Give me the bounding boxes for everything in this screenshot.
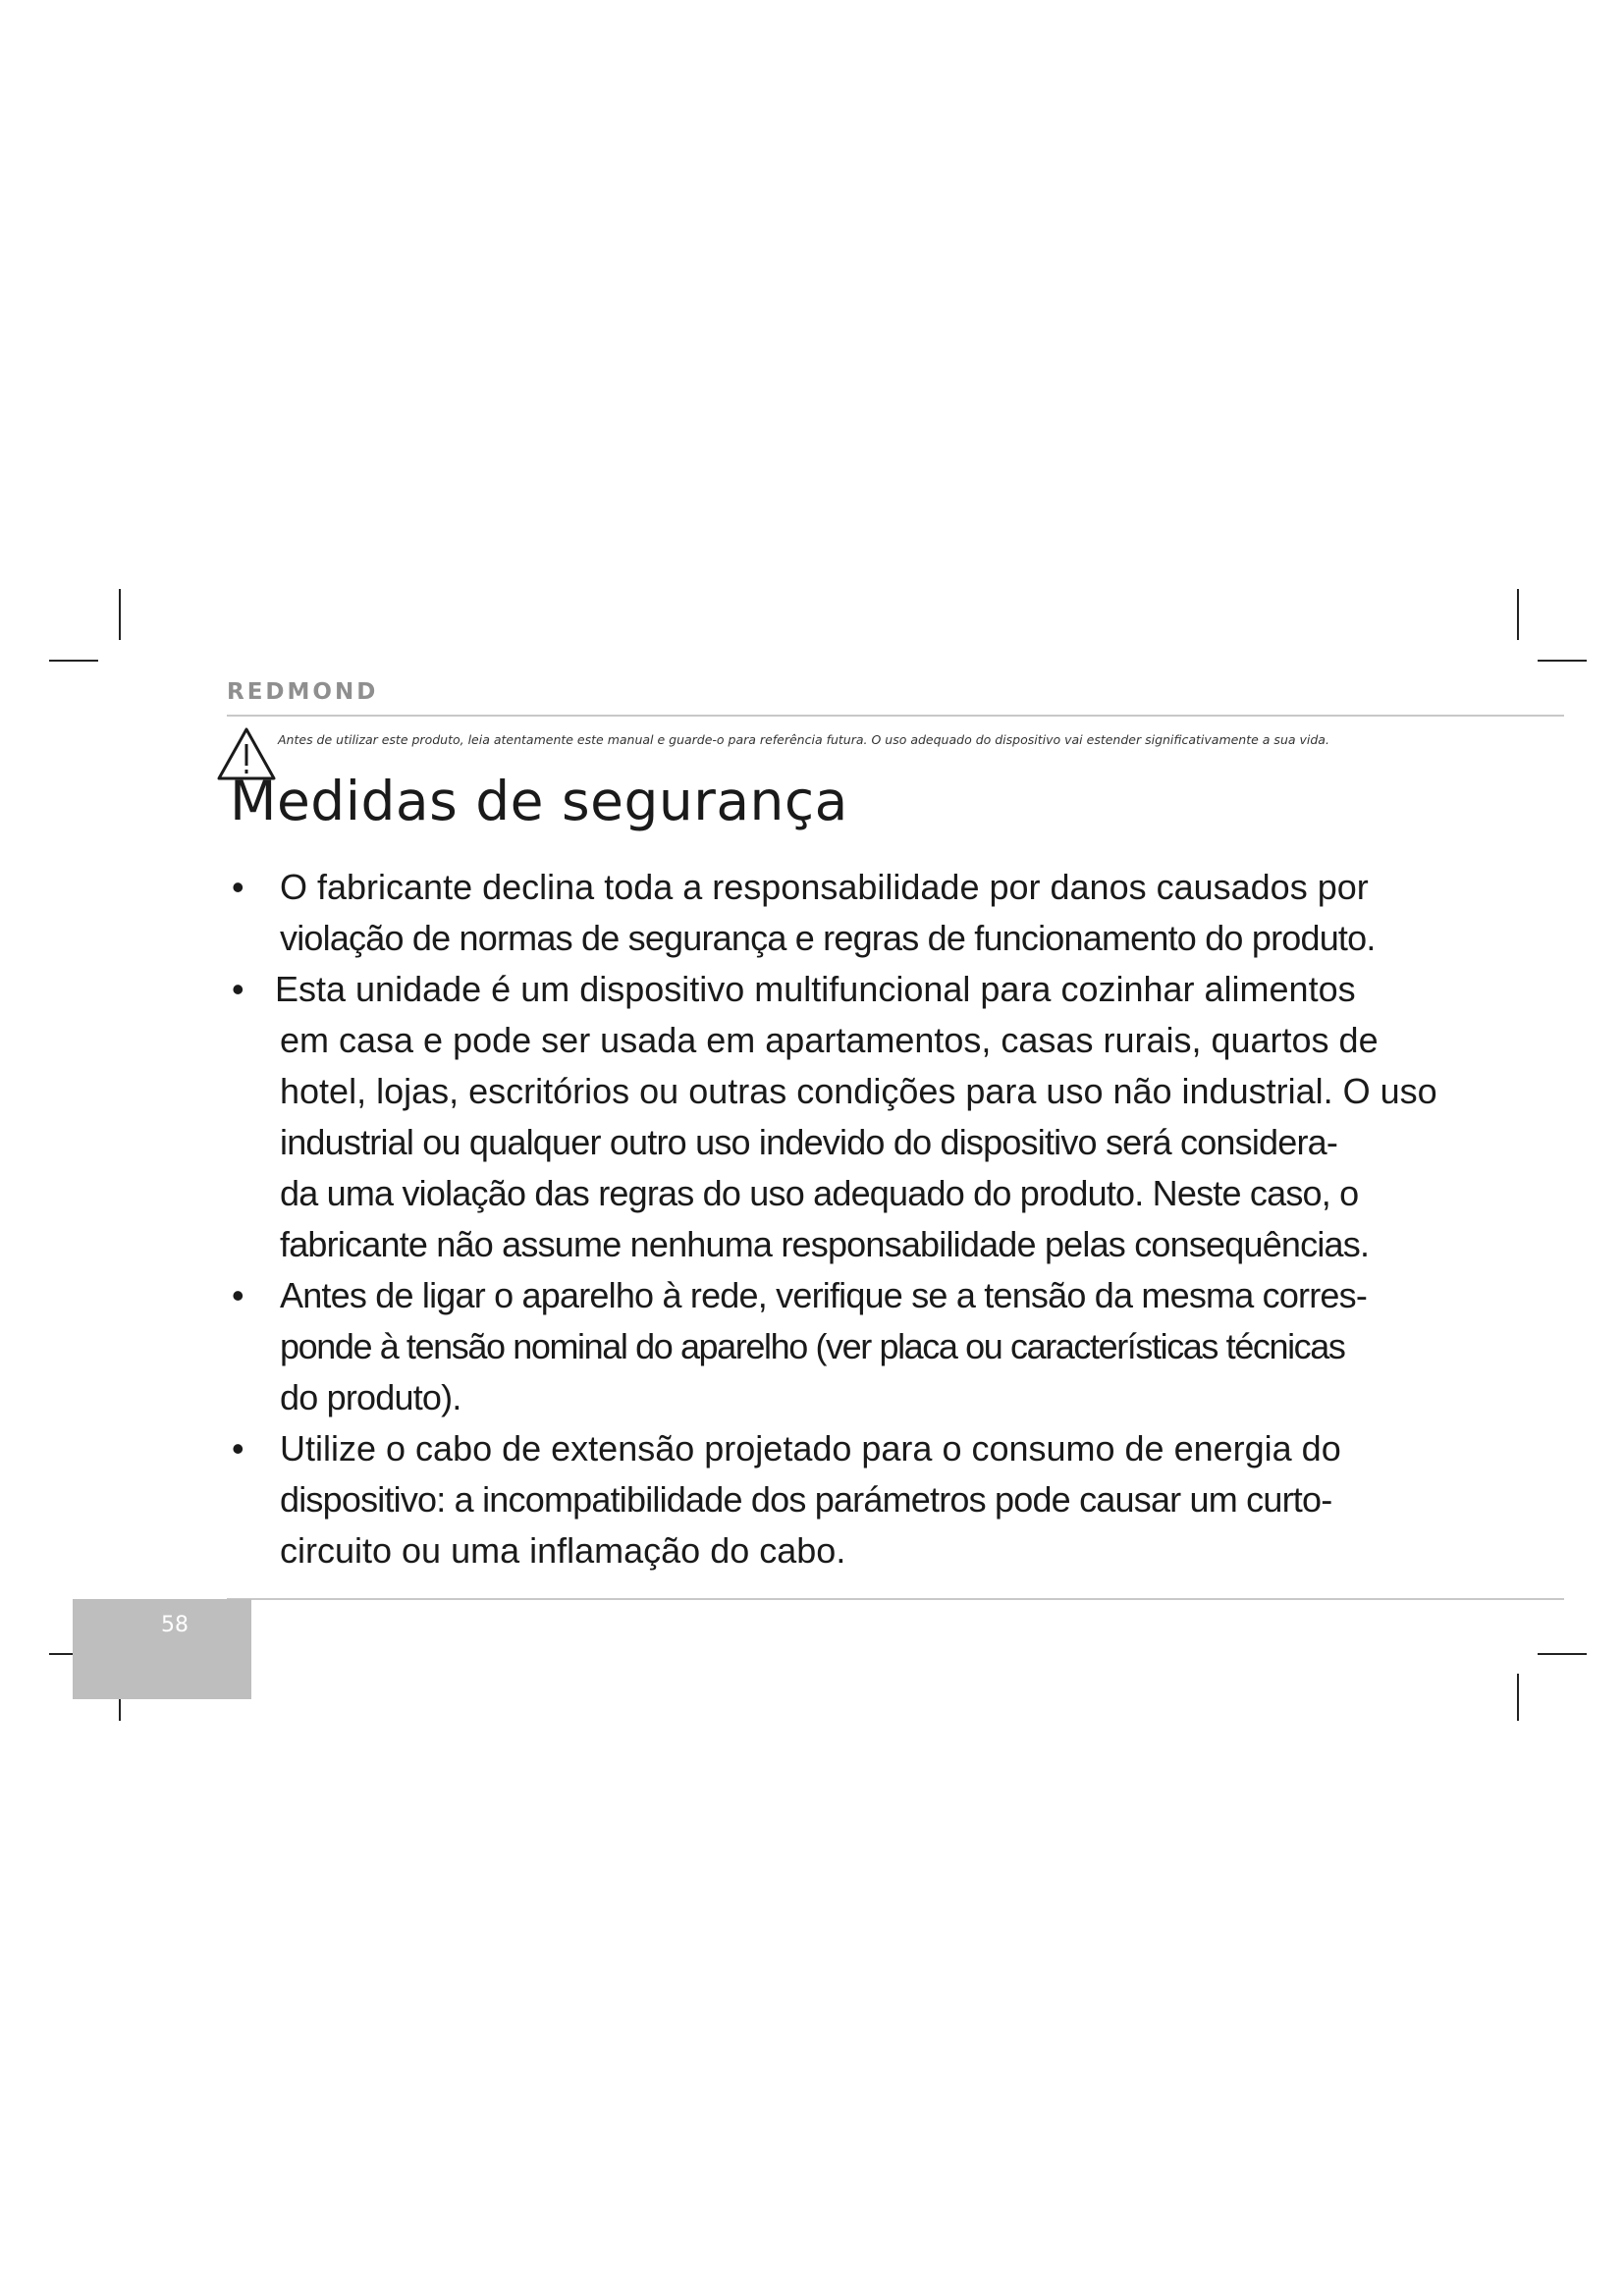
bullet-icon: • bbox=[232, 1428, 244, 1468]
page-number: 58 bbox=[161, 1613, 189, 1637]
usage-notice: Antes de utilizar este produto, leia atentamente este manual e guarde-o para referência futura. O uso adequado do dispositivo vai estender significativamente a sua vida. bbox=[278, 732, 1329, 747]
bullet-line: industrial ou qualquer outro uso indevido do dispositivo será considera- bbox=[280, 1122, 1338, 1162]
bullet-icon: • bbox=[232, 867, 244, 907]
bullet-line: Esta unidade é um dispositivo multifuncional para cozinhar alimentos bbox=[275, 969, 1356, 1009]
bullet-icon: • bbox=[232, 969, 244, 1009]
bullet-line: Utilize o cabo de extensão projetado para o consumo de energia do bbox=[280, 1428, 1341, 1468]
bullet-line: fabricante não assume nenhuma responsabilidade pelas consequências. bbox=[280, 1224, 1370, 1264]
crop-mark-top-right-vertical bbox=[1517, 589, 1519, 640]
list-item bbox=[229, 1423, 1495, 1576]
bullet-line: violação de normas de segurança e regras de funcionamento do produto. bbox=[280, 918, 1376, 958]
header-divider bbox=[227, 715, 1564, 717]
crop-mark-top-left-horizontal bbox=[49, 660, 98, 662]
bullet-line: hotel, lojas, escritórios ou outras condições para uso não industrial. O uso bbox=[280, 1071, 1437, 1111]
bullet-line: dispositivo: a incompatibilidade dos parámetros pode causar um curto- bbox=[280, 1479, 1332, 1520]
list-item bbox=[229, 964, 1495, 1270]
bullet-line: Antes de ligar o aparelho à rede, verifique se a tensão da mesma corres- bbox=[280, 1275, 1368, 1315]
safety-bullet-list bbox=[229, 862, 1495, 1576]
crop-mark-bottom-right-horizontal bbox=[1538, 1653, 1587, 1655]
bullet-line: O fabricante declina toda a responsabilidade por danos causados por bbox=[280, 867, 1369, 907]
list-item bbox=[229, 862, 1495, 964]
brand-logo: REDMOND bbox=[227, 679, 379, 705]
bullet-line: em casa e pode ser usada em apartamentos, casas rurais, quartos de bbox=[280, 1020, 1379, 1060]
footer-divider bbox=[227, 1598, 1564, 1600]
bullet-line: da uma violação das regras do uso adequado do produto. Neste caso, o bbox=[280, 1173, 1359, 1213]
crop-mark-top-left-vertical bbox=[119, 589, 121, 640]
bullet-line: do produto). bbox=[280, 1377, 461, 1417]
bullet-line: ponde à tensão nominal do aparelho (ver placa ou características técnicas bbox=[280, 1326, 1345, 1366]
list-item bbox=[229, 1270, 1495, 1423]
page-title: Medidas de segurança bbox=[230, 770, 848, 832]
bullet-line: circuito ou uma inflamação do cabo. bbox=[280, 1530, 846, 1571]
crop-mark-top-right-horizontal bbox=[1538, 660, 1587, 662]
crop-mark-bottom-right-vertical bbox=[1517, 1674, 1519, 1721]
bullet-icon: • bbox=[232, 1275, 244, 1315]
